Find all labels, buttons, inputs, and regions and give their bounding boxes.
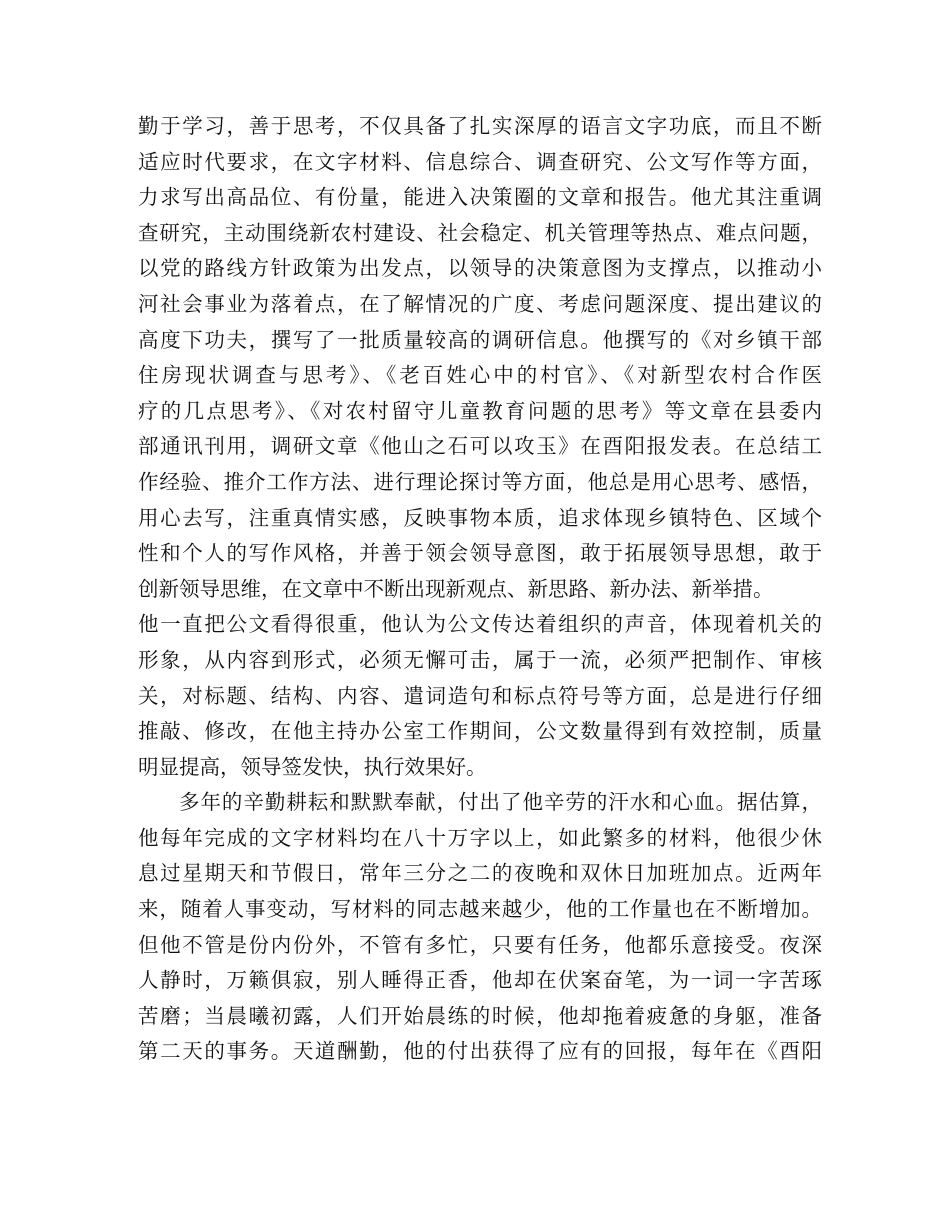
text-line: 息过星期天和节假日，常年三分之二的夜晚和双休日加班加点。近两年	[138, 861, 822, 886]
text-line: 他每年完成的文字材料均在八十万字以上，如此繁多的材料，他很少休	[138, 825, 822, 850]
text-line: 作经验、推介工作方法、进行理论探讨等方面，他总是用心思考、感悟，	[138, 469, 822, 494]
text-line: 多年的辛勤耕耘和默默奉献，付出了他辛劳的汗水和心血。据估算，	[179, 790, 822, 815]
text-line: 河社会事业为落着点，在了解情况的广度、考虑问题深度、提出建议的	[138, 291, 822, 316]
paragraph-2	[138, 785, 822, 1070]
text-line: 人静时，万籁俱寂，别人睡得正香，他却在伏案奋笔，为一词一字苦琢	[138, 968, 822, 993]
text-line: 创新领导思维，在文章中不断出现新观点、新思路、新办法、新举措。	[138, 576, 774, 601]
text-line: 明显提高，领导签发快，执行效果好。	[138, 754, 487, 779]
text-line: 来，随着人事变动，写材料的同志越来越少，他的工作量也在不断增加。	[138, 897, 822, 922]
text-line: 住房现状调查与思考》、《老百姓心中的村官》、《对新型农村合作医	[138, 363, 822, 388]
text-line: 查研究，主动围绕新农村建设、社会稳定、机关管理等热点、难点问题，	[138, 220, 822, 245]
text-line: 以党的路线方针政策为出发点，以领导的决策意图为支撑点，以推动小	[138, 256, 822, 281]
text-line: 勤于学习，善于思考，不仅具备了扎实深厚的语言文字功底，而且不断	[138, 114, 822, 138]
text-line: 苦磨；当晨曦初露，人们开始晨练的时候，他却拖着疲惫的身躯，准备	[138, 1003, 822, 1028]
text-line: 适应时代要求，在文字材料、信息综合、调查研究、公文写作等方面，	[138, 149, 822, 174]
text-line: 推敲、修改，在他主持办公室工作期间，公文数量得到有效控制，质量	[138, 719, 822, 744]
text-line: 部通讯刊用，调研文章《他山之石可以攻玉》在酉阳报发表。在总结工	[138, 434, 822, 459]
text-line: 关，对标题、结构、内容、遣词造句和标点符号等方面，总是进行仔细	[138, 683, 822, 708]
text-line: 高度下功夫，撰写了一批质量较高的调研信息。他撰写的《对乡镇干部	[138, 327, 822, 352]
paragraph-1	[138, 109, 822, 785]
document-body	[138, 109, 822, 1070]
text-line: 性和个人的写作风格，并善于领会领导意图，敢于拓展领导思想，敢于	[138, 541, 822, 566]
text-line: 第二天的事务。天道酬勤，他的付出获得了应有的回报，每年在《酉阳	[138, 1039, 822, 1064]
text-line: 形象，从内容到形式，必须无懈可击，属于一流，必须严把制作、审核	[138, 647, 822, 672]
text-line: 但他不管是份内份外，不管有多忙，只要有任务，他都乐意接受。夜深	[138, 932, 822, 957]
text-line: 疗的几点思考》、《对农村留守儿童教育问题的思考》等文章在县委内	[138, 398, 822, 423]
text-line: 力求写出高品位、有份量，能进入决策圈的文章和报告。他尤其注重调	[138, 185, 822, 210]
text-line: 用心去写，注重真情实感，反映事物本质，追求体现乡镇特色、区域个	[138, 505, 822, 530]
text-line: 他一直把公文看得很重，他认为公文传达着组织的声音，体现着机关的	[138, 612, 822, 637]
